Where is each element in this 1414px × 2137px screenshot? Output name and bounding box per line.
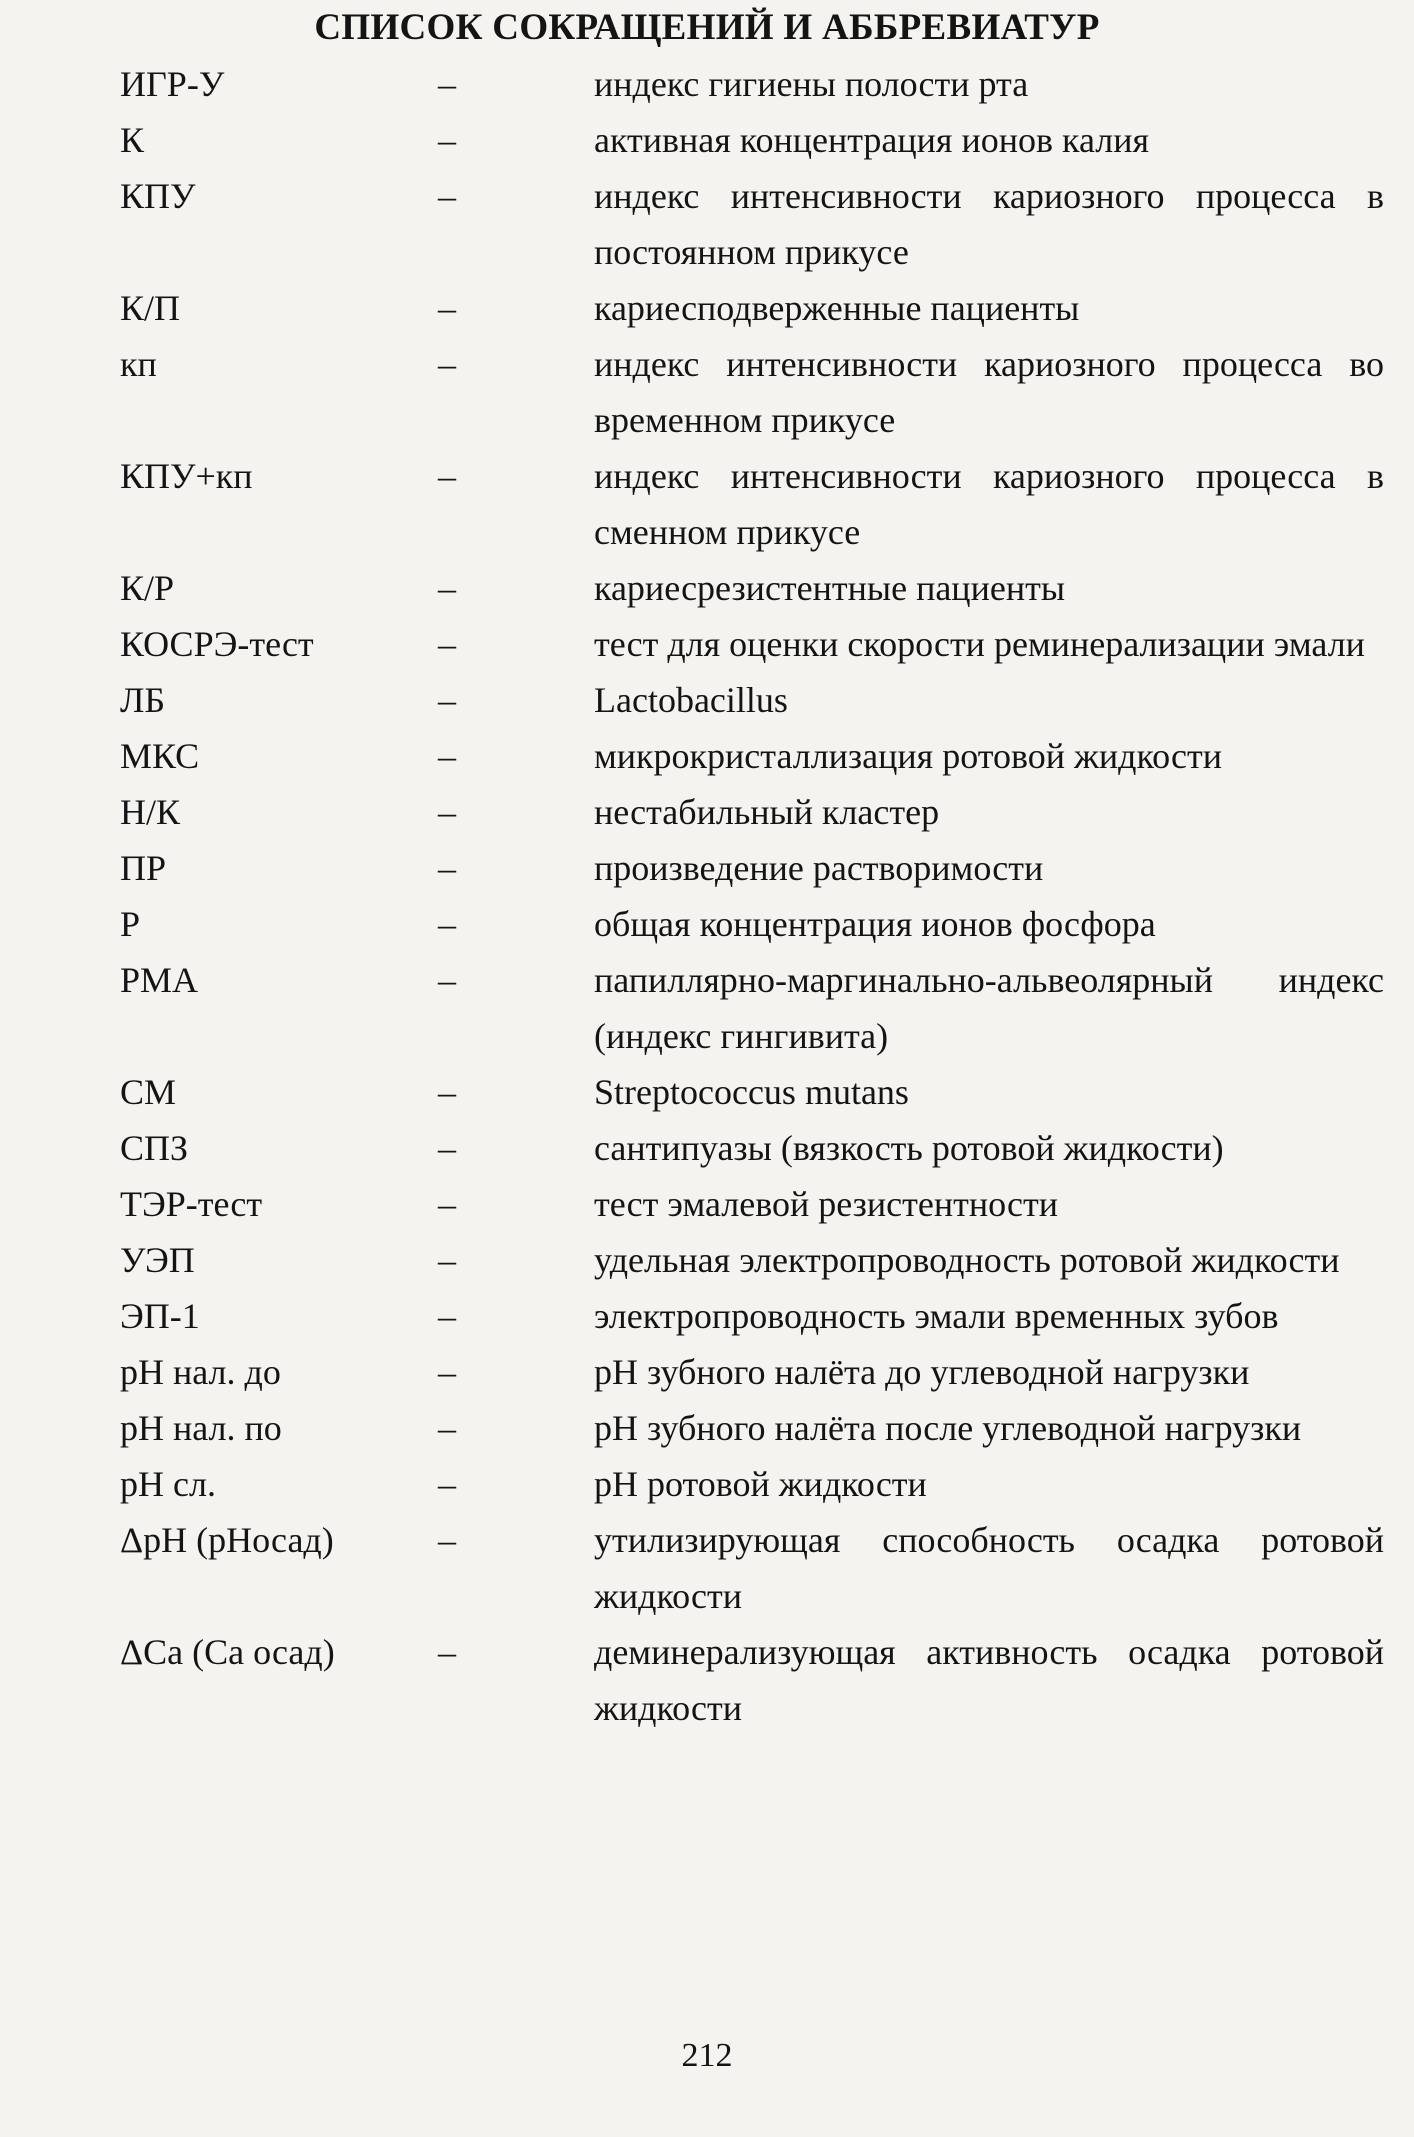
abbreviation-definition: общая концентрация ионов фосфора bbox=[594, 904, 1156, 944]
entry-dash: – bbox=[438, 176, 456, 216]
abbreviation-term: КПУ+кп bbox=[120, 456, 253, 496]
entry-dash: – bbox=[438, 736, 456, 776]
entry-dash: – bbox=[438, 960, 456, 1000]
abbreviation-term: кп bbox=[120, 344, 157, 384]
abbreviation-term: рН нал. до bbox=[120, 1352, 281, 1392]
abbreviation-entry bbox=[120, 840, 1380, 896]
abbreviation-term: ЭП-1 bbox=[120, 1296, 200, 1336]
abbreviation-term: СПЗ bbox=[120, 1128, 189, 1168]
abbreviation-entry bbox=[120, 1232, 1380, 1288]
abbreviation-definition: рН зубного налёта после углеводной нагрузки bbox=[594, 1408, 1302, 1448]
entry-dash: – bbox=[438, 624, 456, 664]
abbreviation-entry bbox=[120, 784, 1380, 840]
abbreviation-definition: микрокристаллизация ротовой жидкости bbox=[594, 736, 1223, 776]
entry-dash: – bbox=[438, 344, 456, 384]
abbreviation-entry bbox=[120, 112, 1380, 168]
abbreviation-entry bbox=[120, 1624, 1384, 1736]
entry-dash: – bbox=[438, 1352, 456, 1392]
abbreviation-term: УЭП bbox=[120, 1240, 195, 1280]
entry-dash: – bbox=[438, 1072, 456, 1112]
abbreviation-entry bbox=[120, 672, 1380, 728]
abbreviation-definition: утилизирующая способность осадка ротовой жидкости bbox=[594, 1520, 1384, 1616]
abbreviation-term: рН сл. bbox=[120, 1464, 216, 1504]
abbreviation-term: ТЭР-тест bbox=[120, 1184, 263, 1224]
entry-dash: – bbox=[438, 848, 456, 888]
abbreviation-term: Н/К bbox=[120, 792, 181, 832]
abbreviation-entry bbox=[120, 1400, 1380, 1456]
entry-dash: – bbox=[438, 64, 456, 104]
abbreviation-term: РМА bbox=[120, 960, 199, 1000]
entry-dash: – bbox=[438, 1632, 456, 1672]
entry-dash: – bbox=[438, 120, 456, 160]
abbreviation-definition: произведение растворимости bbox=[594, 848, 1044, 888]
abbreviation-definition: папиллярно-маргинально-альвеолярный индекс (индекс гингивита) bbox=[594, 960, 1384, 1056]
abbreviation-definition: Lactobacillus bbox=[594, 680, 788, 720]
abbreviation-term: Р bbox=[120, 904, 141, 944]
abbreviation-definition: электропроводность эмали временных зубов bbox=[594, 1296, 1279, 1336]
abbreviation-definition: индекс интенсивности кариозного процесса в постоянном прикусе bbox=[594, 176, 1384, 272]
abbreviation-entry bbox=[120, 448, 1384, 560]
abbreviation-entry bbox=[120, 560, 1380, 616]
entry-dash: – bbox=[438, 1408, 456, 1448]
abbreviation-entry bbox=[120, 896, 1380, 952]
abbreviation-definition: сантипуазы (вязкость ротовой жидкости) bbox=[594, 1128, 1224, 1168]
entry-dash: – bbox=[438, 568, 456, 608]
abbreviation-term: КОСРЭ-тест bbox=[120, 624, 314, 664]
abbreviation-term: КПУ bbox=[120, 176, 196, 216]
abbreviation-definition: тест эмалевой резистентности bbox=[594, 1184, 1058, 1224]
abbreviation-entry bbox=[120, 168, 1384, 280]
abbreviation-entry bbox=[120, 1512, 1384, 1624]
abbreviation-entry bbox=[120, 1064, 1380, 1120]
entry-dash: – bbox=[438, 1520, 456, 1560]
entry-dash: – bbox=[438, 1296, 456, 1336]
abbreviation-entry bbox=[120, 56, 1380, 112]
abbreviation-entry bbox=[120, 728, 1380, 784]
abbreviation-definition: индекс интенсивности кариозного процесса во временном прикусе bbox=[594, 344, 1384, 440]
abbreviation-definition: тест для оценки скорости реминерализации эмали bbox=[594, 624, 1365, 664]
entry-dash: – bbox=[438, 456, 456, 496]
abbreviation-term: СМ bbox=[120, 1072, 177, 1112]
abbreviation-term: МКС bbox=[120, 736, 200, 776]
abbreviation-term: ИГР-У bbox=[120, 64, 225, 104]
abbreviation-definition: активная концентрация ионов калия bbox=[594, 120, 1150, 160]
abbreviation-term: ΔрН (рНосад) bbox=[120, 1520, 334, 1560]
abbreviation-list bbox=[120, 56, 1384, 1736]
abbreviation-term: К/Р bbox=[120, 568, 175, 608]
abbreviation-term: ПР bbox=[120, 848, 167, 888]
abbreviation-entry bbox=[120, 336, 1384, 448]
abbreviation-definition: индекс гигиены полости рта bbox=[594, 64, 1029, 104]
abbreviation-definition: рН зубного налёта до углеводной нагрузки bbox=[594, 1352, 1250, 1392]
entry-dash: – bbox=[438, 1184, 456, 1224]
abbreviation-definition: индекс интенсивности кариозного процесса в сменном прикусе bbox=[594, 456, 1384, 552]
abbreviation-entry bbox=[120, 280, 1380, 336]
page-number: 212 bbox=[681, 2037, 733, 2074]
abbreviation-entry bbox=[120, 952, 1384, 1064]
entry-dash: – bbox=[438, 288, 456, 328]
abbreviation-term: рН нал. по bbox=[120, 1408, 282, 1448]
abbreviation-entry bbox=[120, 1288, 1380, 1344]
entry-dash: – bbox=[438, 1464, 456, 1504]
abbreviation-entry bbox=[120, 1456, 1380, 1512]
abbreviation-term: ΔСа (Са осад) bbox=[120, 1632, 335, 1672]
abbreviation-entry bbox=[120, 1176, 1380, 1232]
abbreviation-entry bbox=[120, 616, 1380, 672]
abbreviation-definition: Streptococcus mutans bbox=[594, 1072, 909, 1112]
abbreviation-definition: кариесподверженные пациенты bbox=[594, 288, 1080, 328]
entry-dash: – bbox=[438, 792, 456, 832]
abbreviation-entry bbox=[120, 1120, 1380, 1176]
abbreviation-definition: нестабильный кластер bbox=[594, 792, 940, 832]
entry-dash: – bbox=[438, 1240, 456, 1280]
abbreviation-definition: удельная электропроводность ротовой жидкости bbox=[594, 1240, 1340, 1280]
abbreviation-definition: рН ротовой жидкости bbox=[594, 1464, 927, 1504]
abbreviation-definition: кариесрезистентные пациенты bbox=[594, 568, 1066, 608]
entry-dash: – bbox=[438, 680, 456, 720]
page-title: СПИСОК СОКРАЩЕНИЙ И АББРЕВИАТУР bbox=[314, 7, 1100, 48]
abbreviation-term: ЛБ bbox=[120, 680, 166, 720]
abbreviation-definition: деминерализующая активность осадка ротовой жидкости bbox=[594, 1632, 1384, 1728]
abbreviation-term: К/П bbox=[120, 288, 181, 328]
entry-dash: – bbox=[438, 904, 456, 944]
abbreviation-term: К bbox=[120, 120, 145, 160]
abbreviation-entry bbox=[120, 1344, 1380, 1400]
entry-dash: – bbox=[438, 1128, 456, 1168]
